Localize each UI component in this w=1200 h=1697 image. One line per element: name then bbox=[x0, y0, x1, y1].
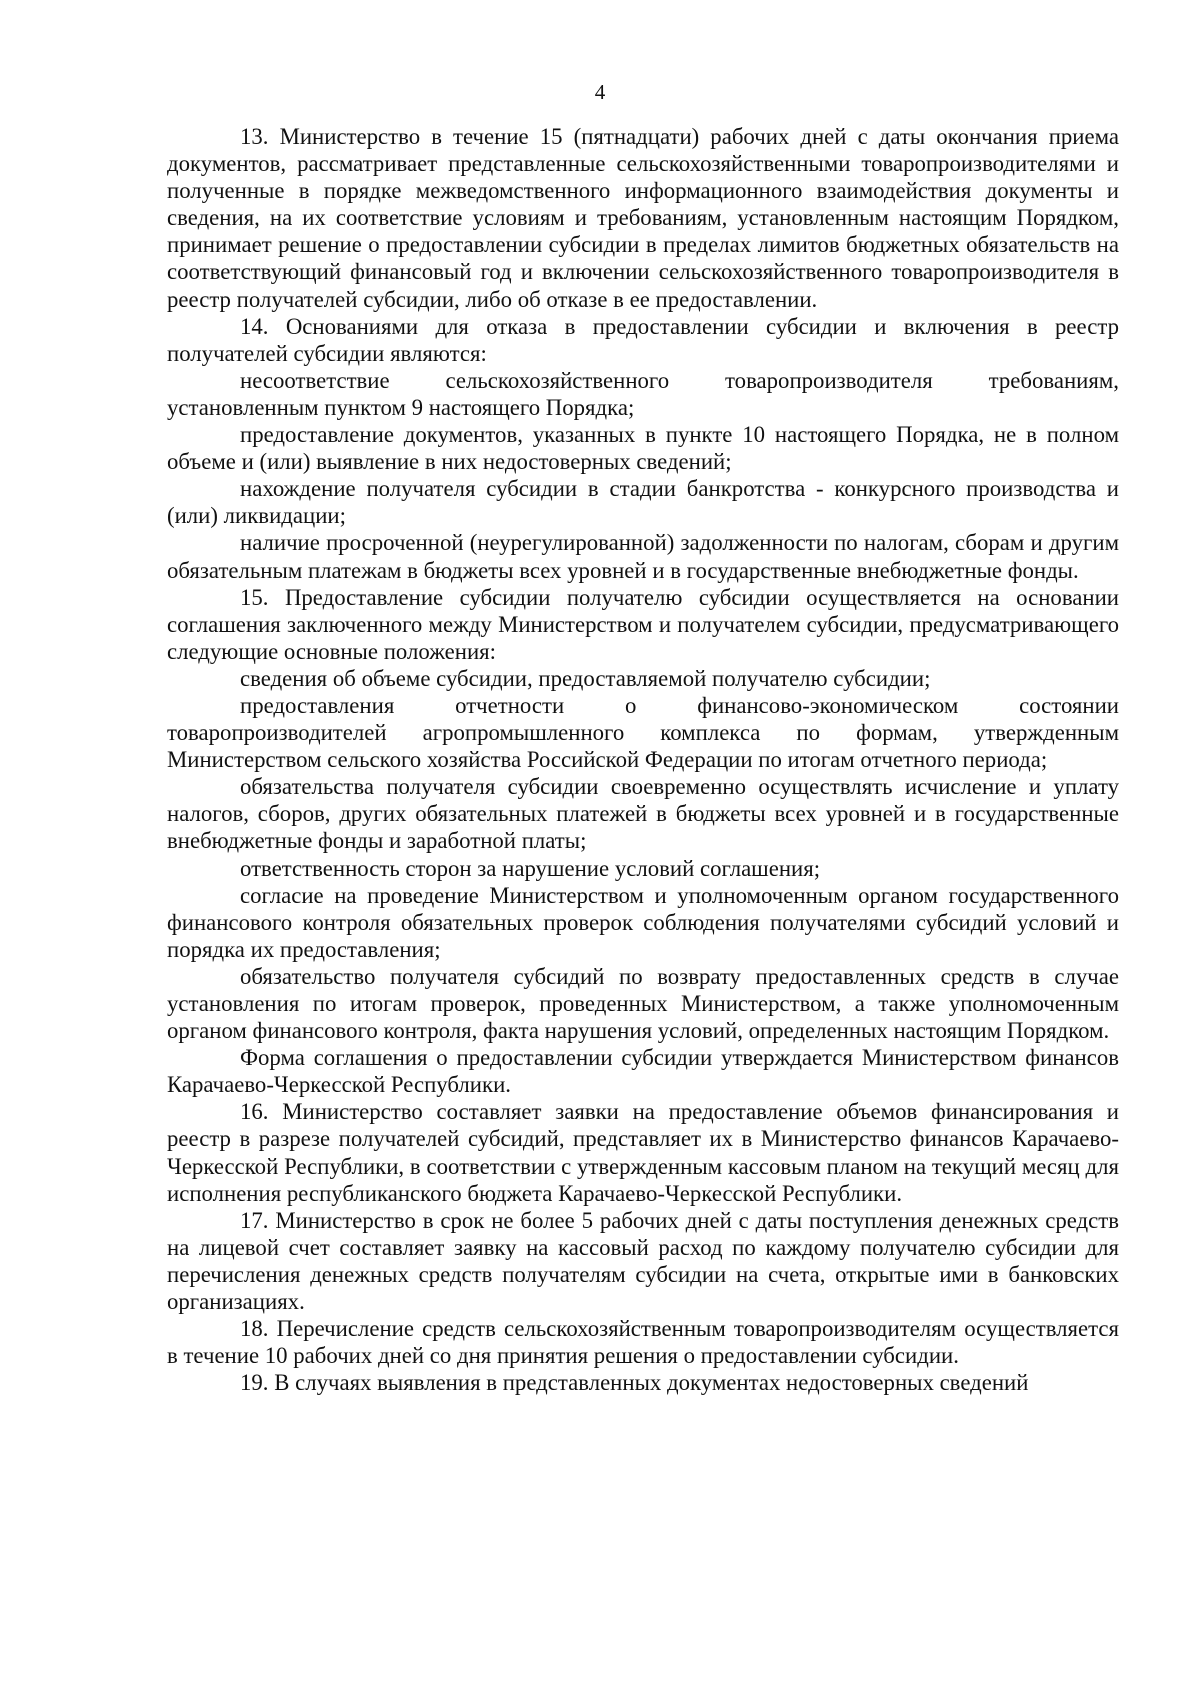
page-number: 4 bbox=[594, 80, 606, 104]
paragraph-13: 13. Министерство в течение 15 (пятнадцати) рабочих дней с даты окончания приема документов, рассматривает представленные сельскохозяйственными товаропроизводителями и полученные в порядке межведомственного информационного взаимодействия документы и сведения, на их соответствие условиям и требованиям, установленным настоящим Порядком, принимает решение о предоставлении субсидии в пределах лимитов бюджетных обязательств на соответствующий финансовый год и включении сельскохозяйственного товаропроизводителя в реестр получателей субсидии, либо об отказе в ее предоставлении. bbox=[167, 124, 1119, 312]
paragraph-14: 14. Основаниями для отказа в предоставлении субсидии и включения в реестр получателей субсидии являются: bbox=[167, 313, 1119, 366]
paragraph-15-item-6: обязательство получателя субсидий по возврату предоставленных средств в случае установления по итогам проверок, проведенных Министерством, а также уполномоченным органом финансового контроля, факта нарушения условий, определенных настоящим Порядком. bbox=[167, 963, 1119, 1044]
paragraph-19: 19. В случаях выявления в представленных документах недостоверных сведений bbox=[240, 1370, 1029, 1396]
paragraph-15-item-4: ответственность сторон за нарушение условий соглашения; bbox=[240, 855, 821, 881]
paragraph-15-item-2: предоставления отчетности о финансово-экономическом состоянии товаропроизводителей агропромышленного комплекса по формам, утвержденным Министерством сельского хозяйства Российской Федерации по итогам отчетного периода; bbox=[167, 692, 1119, 773]
paragraph-17: 17. Министерство в срок не более 5 рабочих дней с даты поступления денежных средств на лицевой счет составляет заявку на кассовый расход по каждому получателю субсидии для перечисления денежных средств получателям субсидии на счета, открытые ими в банковских организациях. bbox=[167, 1207, 1119, 1315]
paragraph-15-item-3: обязательства получателя субсидии своевременно осуществлять исчисление и уплату налогов, сборов, других обязательных платежей в бюджеты всех уровней и в государственные внебюджетные фонды и заработной платы; bbox=[167, 774, 1119, 854]
document-body bbox=[167, 123, 1119, 1396]
paragraph-15-item-1: сведения об объеме субсидии, предоставляемой получателю субсидии; bbox=[240, 665, 931, 691]
paragraph-15: 15. Предоставление субсидии получателю субсидии осуществляется на основании соглашения заключенного между Министерством и получателем субсидии, предусматривающего следующие основные положения: bbox=[167, 584, 1119, 664]
paragraph-15-item-5: согласие на проведение Министерством и уполномоченным органом государственного финансового контроля обязательных проверок соблюдения получателями субсидий условий и порядка их предоставления; bbox=[167, 882, 1119, 962]
paragraph-14-item-4: наличие просроченной (неурегулированной) задолженности по налогам, сборам и другим обязательным платежам в бюджеты всех уровней и в государственные внебюджетные фонды. bbox=[167, 530, 1119, 583]
paragraph-14-item-3: нахождение получателя субсидии в стадии банкротства - конкурсного производства и (или) ликвидации; bbox=[167, 476, 1119, 529]
paragraph-18: 18. Перечисление средств сельскохозяйственным товаропроизводителям осуществляется в течение 10 рабочих дней со дня принятия решения о предоставлении субсидии. bbox=[167, 1316, 1119, 1369]
paragraph-14-item-1: несоответствие сельскохозяйственного товаропроизводителя требованиям, установленным пунктом 9 настоящего Порядка; bbox=[167, 367, 1119, 420]
paragraph-15-agreement-form: Форма соглашения о предоставлении субсидии утверждается Министерством финансов Карачаево-Черкесской Республики. bbox=[167, 1045, 1119, 1098]
paragraph-16: 16. Министерство составляет заявки на предоставление объемов финансирования и реестр в разрезе получателей субсидий, представляет их в Министерство финансов Карачаево-Черкесской Республики, в соответствии с утвержденным кассовым планом на текущий месяц для исполнения республиканского бюджета Карачаево-Черкесской Республики. bbox=[167, 1099, 1119, 1206]
paragraph-14-item-2: предоставление документов, указанных в пункте 10 настоящего Порядка, не в полном объеме и (или) выявление в них недостоверных сведений; bbox=[167, 422, 1119, 475]
